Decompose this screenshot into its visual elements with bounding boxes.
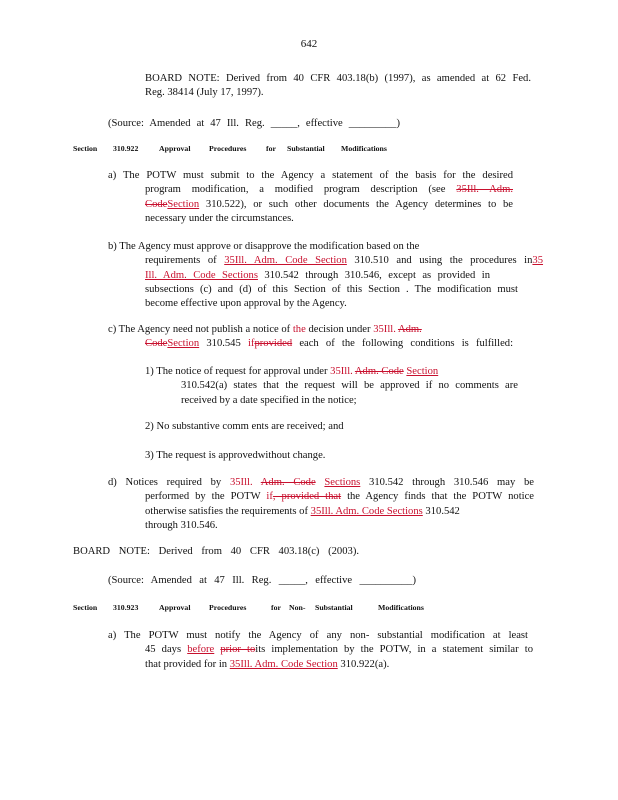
paragraph-a-line-1: a) The POTW must submit to the Agency a statement of the basis for the desired — [108, 170, 513, 181]
section-title-word: for — [271, 603, 281, 612]
paragraph-923-a — [108, 629, 533, 672]
paragraph-b-line-3: Ill. Adm. Code Sections 310.542 through 310.546, except as provided in — [145, 269, 490, 281]
paragraph-b-line-1: b) The Agency must approve or disapprove the modification based on the — [108, 241, 420, 252]
paragraph-a-line-2: program modification, a modified program description (see 35Ill. Adm. — [145, 184, 513, 196]
section-number: 310.923 — [113, 603, 139, 612]
subparagraph-c-1-line-2: 310.542(a) states that the request will be approved if no comments are — [181, 380, 518, 392]
subparagraph-c-1-line-1: 1) The notice of request for approval under 35Ill. Adm. Code Section — [145, 366, 439, 377]
section-heading-310-923 — [73, 603, 423, 615]
paragraph-b — [108, 240, 543, 311]
section-title-word: Substantial — [315, 603, 353, 612]
section-label: Section — [73, 144, 98, 153]
subparagraph-c-3-text: 3) The request is approvedwithout change. — [145, 450, 326, 461]
section-heading-310-922 — [73, 144, 393, 156]
source-note-2-text: (Source: Amended at 47 Ill. Reg. _____, effective __________) — [108, 575, 416, 586]
board-note-2 — [73, 545, 359, 559]
subparagraph-c-2 — [145, 420, 344, 434]
section-title-word: Substantial — [287, 144, 325, 153]
section-title-word: Procedures — [209, 603, 247, 612]
paragraph-923-a-line-3: that provided for in 35Ill. Adm. Code Section 310.922(a). — [145, 658, 390, 670]
paragraph-923-a-line-2: 45 days before prior toits implementation by the POTW, in a statement similar to — [145, 644, 533, 656]
section-title-word: Modifications — [341, 144, 387, 153]
paragraph-c-line-1: c) The Agency need not publish a notice of the decision under 35Ill. Adm. — [108, 324, 422, 335]
section-title-word: for — [266, 144, 276, 153]
subparagraph-c-3 — [145, 449, 325, 463]
board-note-1-line-1: BOARD NOTE: Derived from 40 CFR 403.18(b) (1997), as amended at 62 Fed. — [145, 73, 531, 84]
section-title-word: Non- — [289, 603, 306, 612]
subparagraph-c-2-text: 2) No substantive comm ents are received; and — [145, 421, 344, 432]
source-note-1 — [108, 117, 400, 131]
subparagraph-c-1-line-3: received by a date specified in the notice; — [181, 394, 357, 406]
section-title-word: Approval — [159, 144, 191, 153]
section-title-word: Modifications — [378, 603, 424, 612]
board-note-1 — [145, 72, 531, 101]
paragraph-a — [108, 169, 513, 226]
paragraph-a-line-4: necessary under the circumstances. — [145, 212, 294, 224]
paragraph-b-line-2: requirements of 35Ill. Adm. Code Section 310.510 and using the procedures in35 — [145, 255, 544, 267]
section-title-word: Procedures — [209, 144, 247, 153]
source-note-1-text: (Source: Amended at 47 Ill. Reg. _____, effective _________) — [108, 118, 400, 129]
source-note-2 — [108, 574, 416, 588]
paragraph-b-line-5: become effective upon approval by the Agency. — [145, 298, 347, 310]
board-note-2-text: BOARD NOTE: Derived from 40 CFR 403.18(c) (2003). — [73, 546, 359, 557]
paragraph-a-line-3: CodeSection 310.522), or such other documents the Agency determines to be — [145, 198, 513, 210]
paragraph-d-line-1: d) Notices required by 35Ill. Adm. Code Sections 310.542 through 310.546 may be — [108, 477, 534, 488]
paragraph-d-line-4: through 310.546. — [145, 519, 218, 531]
board-note-1-line-2: Reg. 38414 (July 17, 1997). — [145, 87, 264, 99]
paragraph-d-line-3: otherwise satisfies the requirements of 35Ill. Adm. Code Sections 310.542 — [145, 505, 460, 517]
section-title-word: Approval — [159, 603, 191, 612]
paragraph-d — [108, 476, 534, 533]
paragraph-923-a-line-1: a) The POTW must notify the Agency of any non- substantial modification at least — [108, 630, 528, 641]
section-number: 310.922 — [113, 144, 139, 153]
paragraph-b-line-4: subsections (c) and (d) of this Section of this Section . The modification must — [145, 283, 518, 295]
paragraph-c — [108, 323, 513, 352]
paragraph-d-line-2: performed by the POTW if, provided that the Agency finds that the POTW notice — [145, 491, 534, 503]
paragraph-c-line-2: CodeSection 310.545 ifprovided each of the following conditions is fulfilled: — [145, 338, 514, 350]
subparagraph-c-1 — [145, 365, 518, 408]
section-label: Section — [73, 603, 98, 612]
page-number: 642 — [300, 38, 318, 50]
